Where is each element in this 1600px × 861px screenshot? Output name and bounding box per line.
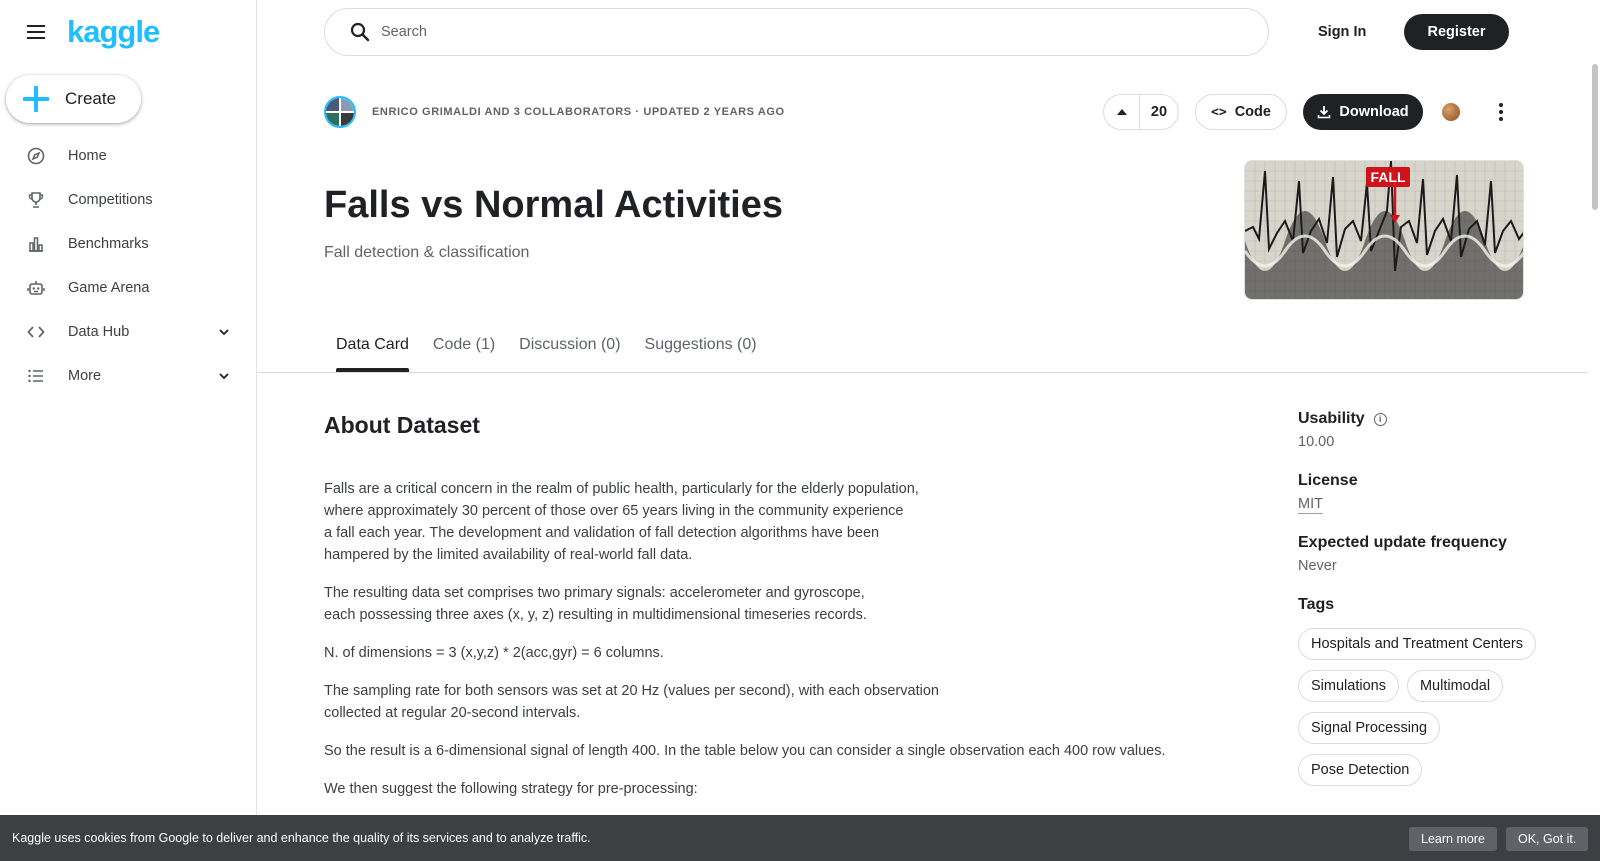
page-title: Falls vs Normal Activities (324, 184, 784, 226)
tag-chip[interactable]: Hospitals and Treatment Centers (1298, 628, 1536, 660)
code-icon: <> (1211, 104, 1227, 120)
download-icon (1317, 105, 1331, 119)
tab-suggestions[interactable]: Suggestions (0) (644, 336, 757, 353)
download-label: Download (1339, 104, 1409, 120)
trophy-icon (26, 190, 46, 210)
sidebar-item-label: Benchmarks (68, 236, 149, 252)
update-frequency-heading: Expected update frequency (1298, 534, 1507, 551)
paragraph: N. of dimensions = 3 (x,y,z) * 2(acc,gyr) = 6 columns. (324, 645, 664, 661)
about-heading: About Dataset (324, 412, 480, 438)
sidebar-item-home[interactable] (0, 134, 256, 178)
usability-value: 10.00 (1298, 434, 1335, 450)
sidebar-item-data-hub[interactable] (0, 310, 256, 354)
license-link[interactable]: MIT (1298, 496, 1323, 512)
learn-more-button[interactable]: Learn more (1409, 827, 1497, 851)
vote-count: 20 (1150, 104, 1168, 120)
dataset-meta: ENRICO GRIMALDI AND 3 COLLABORATORS · UPDATED 2 YEARS AGO (372, 106, 785, 118)
paragraph: The sampling rate for both sensors was set at 20 Hz (values per second), with each observation collected at regular 20-second intervals. (324, 683, 939, 721)
register-button[interactable]: Register (1404, 14, 1509, 50)
code-icon (26, 322, 46, 342)
sidebar-item-label: Game Arena (68, 280, 150, 296)
sidebar-item-label: Data Hub (68, 324, 130, 340)
tags-heading: Tags (1298, 596, 1335, 613)
scrollbar-thumb[interactable] (1592, 64, 1598, 210)
sidebar-item-game-arena[interactable] (0, 266, 256, 310)
sidebar-item-competitions[interactable] (0, 178, 256, 222)
compass-icon (26, 146, 46, 166)
menu-icon[interactable] (24, 20, 48, 44)
upvote-widget (1103, 94, 1179, 130)
tag-chip[interactable]: Simulations (1298, 670, 1399, 702)
search-bar[interactable] (324, 8, 1269, 56)
tab-discussion[interactable]: Discussion (0) (519, 336, 621, 353)
paragraph: We then suggest the following strategy for pre-processing: (324, 781, 698, 797)
plus-icon (22, 85, 50, 113)
kernel-ball-icon[interactable] (1442, 103, 1460, 121)
download-button[interactable] (1303, 94, 1423, 130)
page-subtitle: Fall detection & classification (324, 244, 530, 261)
tab-divider (257, 372, 1588, 373)
sign-in-button[interactable]: Sign In (1318, 24, 1367, 40)
more-options-icon[interactable] (1489, 100, 1513, 124)
kaggle-logo[interactable]: kaggle (67, 14, 160, 49)
code-button[interactable] (1195, 94, 1287, 130)
sidebar-item-benchmarks[interactable] (0, 222, 256, 266)
sidebar-item-more[interactable] (0, 354, 256, 398)
usability-heading: Usability i (1298, 410, 1558, 428)
code-label: Code (1234, 104, 1271, 120)
dataset-details (1298, 410, 1558, 786)
tab-bar (324, 336, 769, 372)
create-label: Create (65, 89, 117, 108)
avatar[interactable] (324, 96, 356, 128)
ok-got-it-button[interactable]: OK, Got it. (1506, 827, 1588, 851)
tag-list (1298, 628, 1548, 786)
paragraph: The resulting data set comprises two primary signals: accelerometer and gyroscope, each possessing three axes (x, y, z) resulting in multidimensional timeseries records. (324, 585, 867, 623)
create-button[interactable] (6, 75, 141, 123)
paragraph: So the result is a 6-dimensional signal of length 400. In the table below you can consider a single observation each 400 row values. (324, 743, 1166, 759)
chevron-down-icon[interactable] (218, 370, 230, 382)
tab-code[interactable]: Code (1) (432, 336, 496, 353)
tag-chip[interactable]: Multimodal (1407, 670, 1503, 702)
sidebar-item-label: More (68, 368, 102, 384)
update-frequency-value: Never (1298, 558, 1337, 574)
chevron-down-icon[interactable] (218, 326, 230, 338)
sidebar-item-label: Home (68, 148, 107, 164)
sidebar-item-label: Competitions (68, 192, 153, 208)
cookie-message: Kaggle uses cookies from Google to deliver and enhance the quality of its services and to analyze traffic. (12, 831, 591, 845)
robot-icon (26, 278, 46, 298)
sidebar-nav (0, 134, 256, 398)
about-content (324, 478, 1224, 816)
info-icon[interactable]: i (1374, 413, 1387, 426)
search-input[interactable] (381, 24, 1241, 40)
avatar-image (326, 98, 354, 126)
tag-chip[interactable]: Signal Processing (1298, 712, 1440, 744)
tag-chip[interactable]: Pose Detection (1298, 754, 1422, 786)
search-icon (349, 21, 371, 43)
upvote-button[interactable] (1104, 95, 1140, 129)
tab-data-card[interactable]: Data Card (324, 336, 421, 372)
license-heading: License (1298, 472, 1358, 489)
sidebar (0, 0, 257, 861)
dataset-thumbnail (1244, 160, 1524, 300)
paragraph: Falls are a critical concern in the realm of public health, particularly for the elderly population, where approximately 30 percent of those over 65 years living in the community experience a fall each year. The development and validation of fall detection algorithms have been hampered by the limited availability of real-world fall data. (324, 481, 919, 563)
bar-chart-icon (26, 234, 46, 254)
list-icon (26, 366, 46, 386)
thumbnail-label: FALL (1370, 169, 1406, 185)
cookie-banner (0, 815, 1600, 861)
sidebar-header (24, 16, 159, 48)
